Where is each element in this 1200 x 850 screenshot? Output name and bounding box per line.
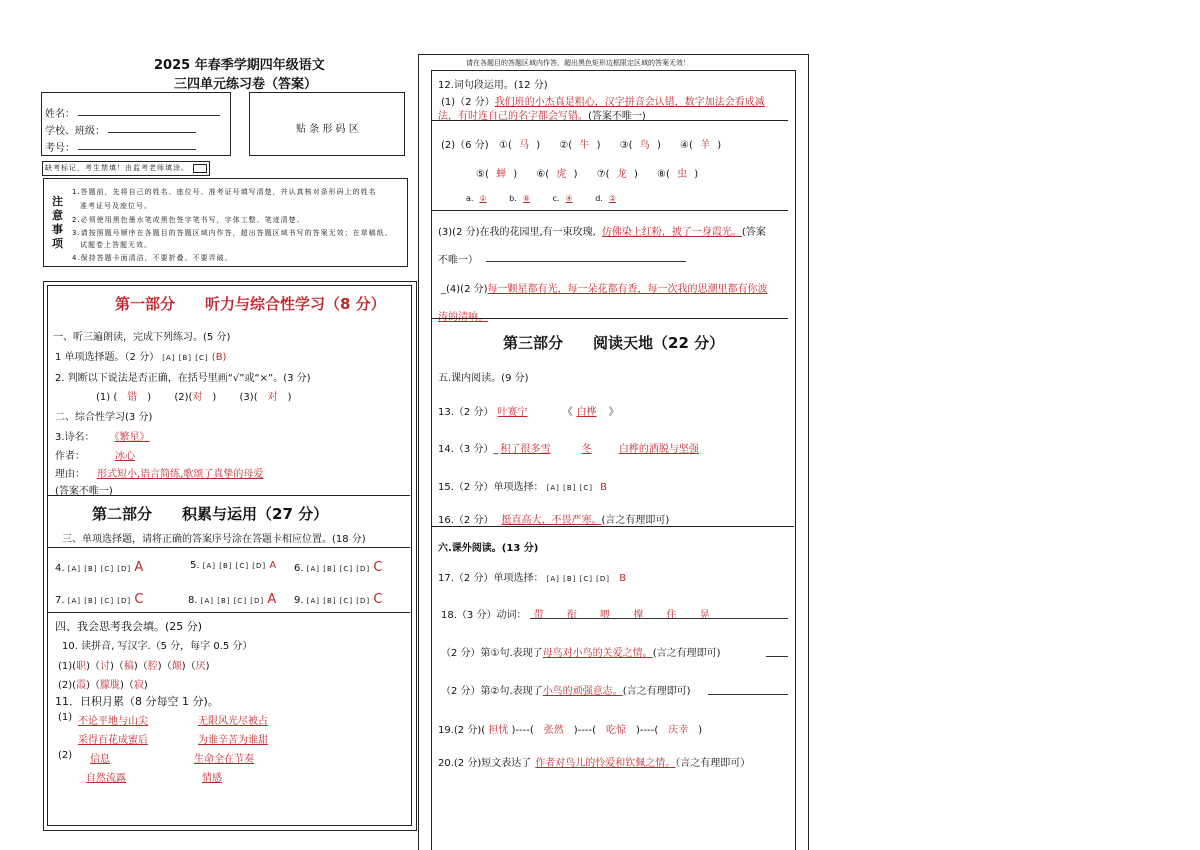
fill-answer: 自然流露 [86, 773, 126, 784]
q15[interactable]: 15.（2 分）单项选择： [A] [B] [C] B [438, 482, 608, 493]
judge-row: (1) ( 错 ) (2)(对 ) (3)( 对 ) [96, 392, 292, 403]
mc-8[interactable]: 8. [A] [B] [C] [D] A [188, 592, 277, 607]
page-subtitle: 三四单元练习卷（答案） [174, 77, 318, 92]
q12-4: _(4)(2 分)每一颗星都有光，每一朵花都有香，每一次我的思潮里都有你波 [441, 284, 768, 295]
mc-4[interactable]: 4. [A] [B] [C] [D] A [55, 560, 144, 575]
q18b: （2 分）第①句.表现了母鸟对小鸟的关爱之情。(言之有理即可) [441, 648, 721, 659]
q12-heading: 12.词句段运用。(12 分) [438, 80, 548, 91]
student-info-box [41, 92, 231, 156]
q12-3: (3)(2 分)在我的花园里,有一束玫瑰, 仿佛染上红粉，披了一身霞光。(答案 [438, 227, 766, 238]
author-row [55, 447, 235, 462]
pinyin-row-1: (1)(职)（讨)（稿)（腔)（颠)（厌) [58, 661, 210, 672]
q4-heading: 四、我会思考我会填。(25 分) [55, 620, 203, 633]
q12-2-label: (2)（6 分) [441, 140, 489, 151]
q18: 18.（3 分）动词： 带 衔 喂 撑 住 晃 [441, 610, 710, 621]
mc-5[interactable]: 5. [A] [B] [C] [D] A [190, 560, 277, 571]
q6-heading: 六.课外阅读。(13 分) [438, 543, 539, 554]
reason-label: 理由： [55, 469, 85, 480]
q5-heading: 五.课内阅读。(9 分) [438, 373, 529, 384]
pinyin-row-2: (2)(霞)（朦胧)（寂) [58, 680, 148, 691]
q1-1-options[interactable]: [A] [B] [C] [162, 354, 209, 362]
fill-answer: 不论平地与山尖 [78, 716, 148, 727]
part2-title: 第二部分 积累与运用（27 分） [92, 505, 329, 523]
right-top-note: 请在各题目的答题区域内作答，超出黑色矩形边框限定区域的答案无效！ [466, 59, 690, 67]
reason-row [55, 465, 273, 480]
q17[interactable]: 17.（2 分）单项选择： [A] [B] [C] [D] B [438, 573, 627, 584]
zodiac-row-2: ⑤( 蝉 ) ⑥( 虎 ) ⑦( 龙 ) ⑧( 虫 ) [476, 169, 699, 180]
q1-2: 2. 判断以下说法是否正确，在括号里画“√”或“×”。(3 分) [55, 373, 311, 384]
fill-answer: 为谁辛苦为谁甜 [198, 735, 268, 746]
fill-answer: 采得百花成蜜后 [78, 735, 148, 746]
page-title: 2025 年春季学期四年级语文 [154, 58, 325, 73]
fill-marker-2: (2) [58, 750, 73, 761]
judge-num: (3) [239, 392, 254, 403]
q12-4-cont: 涛的清响。 [438, 312, 488, 323]
id-label: 考号： [45, 143, 75, 154]
abcd-row: a. ① b. ⑧ c. ④ d. ② [466, 194, 616, 203]
mc-6[interactable]: 6. [A] [B] [C] [D] C [294, 560, 383, 575]
q2-heading: 二、综合性学习(3 分) [55, 412, 153, 423]
absent-checkbox [193, 164, 207, 173]
fill-answer: 信息 [90, 754, 110, 765]
part1-title: 第一部分 听力与综合性学习（8 分） [115, 295, 386, 313]
mc-7[interactable]: 7. [A] [B] [C] [D] C [55, 592, 144, 607]
judge-num: (2) [174, 392, 189, 403]
judge-answer: 对 [267, 392, 278, 403]
reason-answer: 形式短小,语言简练,歌颂了真挚的母爱 [97, 469, 264, 480]
mc-9[interactable]: 9. [A] [B] [C] [D] C [294, 592, 383, 607]
q14: 14.（3 分）_ 积了很多雪 冬 白桦的洒脱与坚强 [438, 444, 699, 455]
q16: 16.（2 分） 挺直高大，不畏严寒。(言之有理即可) [438, 515, 670, 526]
zodiac-row-1: ①( 马 ) ②( 牛 ) ③( 鸟 ) ④( 羊 ) [499, 140, 722, 151]
q12-1-cont: 法，有时连自己的名字都会写错。(答案不唯一) [438, 111, 646, 122]
school-label: 学校、班级： [45, 126, 105, 137]
q1-1-answer: (B) [211, 352, 227, 363]
poem-label: 3.诗名： [55, 432, 95, 443]
fill-answer: 情感 [202, 773, 222, 784]
notice-item: 3.请按照题号顺序在各题目的答题区域内作答，超出答题区域书写的答案无效；在草稿纸、 [72, 229, 393, 237]
reason-note: (答案不唯一) [55, 486, 113, 497]
q1-1-label: 1 单项选择题。（2 分） [55, 352, 160, 363]
judge-answer: 对 [192, 392, 203, 403]
q12-1: (1)（2 分）我们班的小杰真是粗心，汉字拼音会认错，数字加法会看成减 [441, 97, 765, 108]
q11-heading: 11．日积月累（8 分每空 1 分)。 [55, 695, 219, 708]
part3-title: 第三部分 阅读天地（22 分） [503, 334, 725, 352]
q3-heading: 三、单项选择题，请将正确的答案序号涂在答题卡相应位置。(18 分) [62, 534, 366, 545]
barcode-area [249, 92, 405, 156]
poem-answer: 《繁星》 [114, 432, 150, 443]
q1-heading: 一、听三遍朗读，完成下列练习。(5 分) [53, 332, 231, 343]
q1-1 [55, 348, 226, 363]
q12-3-note: 不唯一） [438, 255, 478, 266]
notice-item: 试题卷上答题无效。 [72, 241, 152, 249]
notice-item: 准考证号及座位号。 [72, 202, 152, 210]
notice-label: 注意事项 [52, 195, 63, 250]
absent-mark [42, 161, 210, 176]
fill-answer: 生命全在节奏 [194, 754, 254, 765]
notice-item: 2.必须使用黑色墨水笔或黑色签字笔书写，字体工整、笔迹清楚。 [72, 216, 305, 224]
notice-box [43, 178, 408, 267]
name-label: 姓名： [45, 109, 75, 120]
fill-answer: 无限风光尽被占 [198, 716, 268, 727]
judge-answer: 错 [127, 392, 138, 403]
q13: 13.（2 分） 叶赛宁 《 白桦 》 [438, 407, 619, 418]
q19: 19.(2 分)( 担忧 )----( 张然 )----( 吃惊 )----( 庆幸 ) [438, 725, 703, 736]
q20: 20.(2 分)短文表达了 作者对鸟儿的怜爱和钦佩之情。（言之有理即可） [438, 758, 751, 769]
poem-row [55, 428, 260, 443]
fill-marker-1: (1) [58, 712, 73, 723]
author-answer: 冰心 [115, 451, 135, 462]
barcode-label: 贴 条 形 码 区 [296, 124, 359, 135]
q10-heading: 10. 读拼音, 写汉字.（5 分，每字 0.5 分） [62, 641, 253, 652]
notice-item: 1.答题前，先将自己的姓名、座位号、准考证号填写清楚，并认真核对条形码上的姓名 [72, 188, 377, 196]
q18c: （2 分）第②句.表现了小鸟的顽强意志。(言之有理即可) [441, 686, 691, 697]
judge-num: (1) [96, 392, 111, 403]
absent-text: 缺考标记，考生禁填！由监考老师填涂。 [45, 164, 189, 172]
author-label: 作者： [55, 451, 85, 462]
notice-item: 4.保持答题卡面清洁，不要折叠、不要弄破。 [72, 254, 233, 262]
